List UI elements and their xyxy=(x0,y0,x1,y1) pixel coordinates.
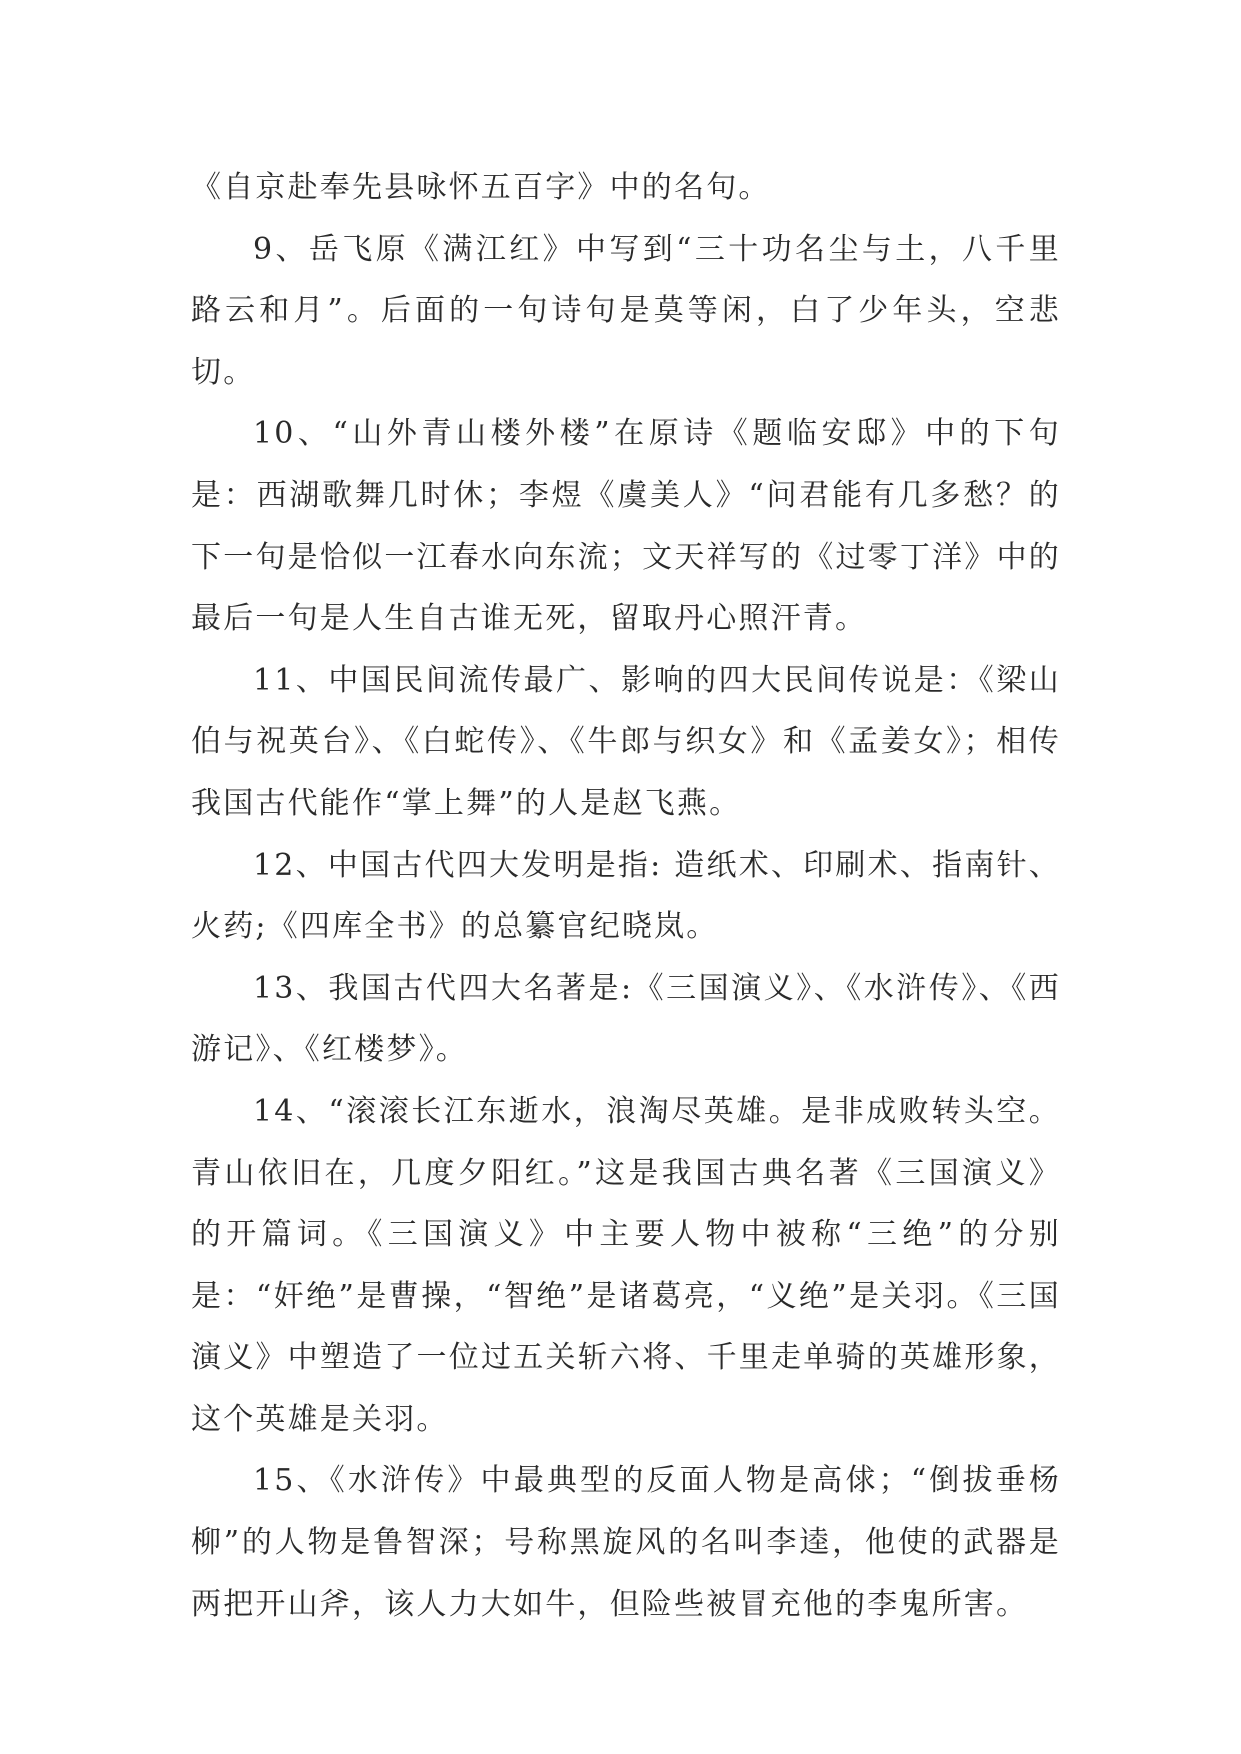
paragraph-item-10: 10、“山外青山楼外楼”在原诗《题临安邸》中的下句是：西湖歌舞几时休；李煜《虞美人》“问君能有几多愁？的下一句是恰似一江春水向东流；文天祥写的《过零丁洋》中的最后一句是人生自古谁无死，留取丹心照汗青。 xyxy=(191,416,1061,637)
paragraph-item-13: 13、我国古代四大名著是:《三国演义》、《水浒传》、《西游记》、《红楼梦》。 xyxy=(191,970,1061,1068)
paragraph-item-14: 14、“滚滚长江东逝水，浪淘尽英雄。是非成败转头空。青山依旧在，几度夕阳红。”这是我国古典名著《三国演义》的开篇词。《三国演义》中主要人物中被称“三绝”的分别是：“奸绝”是曹操，“智绝”是诸葛亮，“义绝”是关羽。《三国演义》中塑造了一位过五关斩六将、千里走单骑的英雄形象，这个英雄是关羽。 xyxy=(191,1093,1061,1437)
paragraph-item-11: 11、中国民间流传最广、影响的四大民间传说是：《梁山伯与祝英台》、《白蛇传》、《牛郎与织女》和《孟姜女》；相传我国古代能作“掌上舞”的人是赵飞燕。 xyxy=(191,662,1061,821)
paragraph-continuation: 《自京赴奉先县咏怀五百字》中的名句。 xyxy=(191,170,771,205)
paragraph-item-15: 15、《水浒传》中最典型的反面人物是高俅；“倒拔垂杨柳”的人物是鲁智深；号称黑旋风的名叫李逵，他使的武器是两把开山斧，该人力大如牛，但险些被冒充他的李鬼所害。 xyxy=(191,1463,1061,1622)
paragraph-item-9: 9、岳飞原《满江红》中写到“三十功名尘与土，八千里路云和月”。后面的一句诗句是莫等闲，白了少年头，空悲切。 xyxy=(191,231,1061,390)
paragraph-item-12: 12、中国古代四大发明是指: 造纸术、印刷术、指南针、火药;《四库全书》的总纂官纪晓岚。 xyxy=(191,847,1061,945)
document-body xyxy=(191,157,1061,1635)
